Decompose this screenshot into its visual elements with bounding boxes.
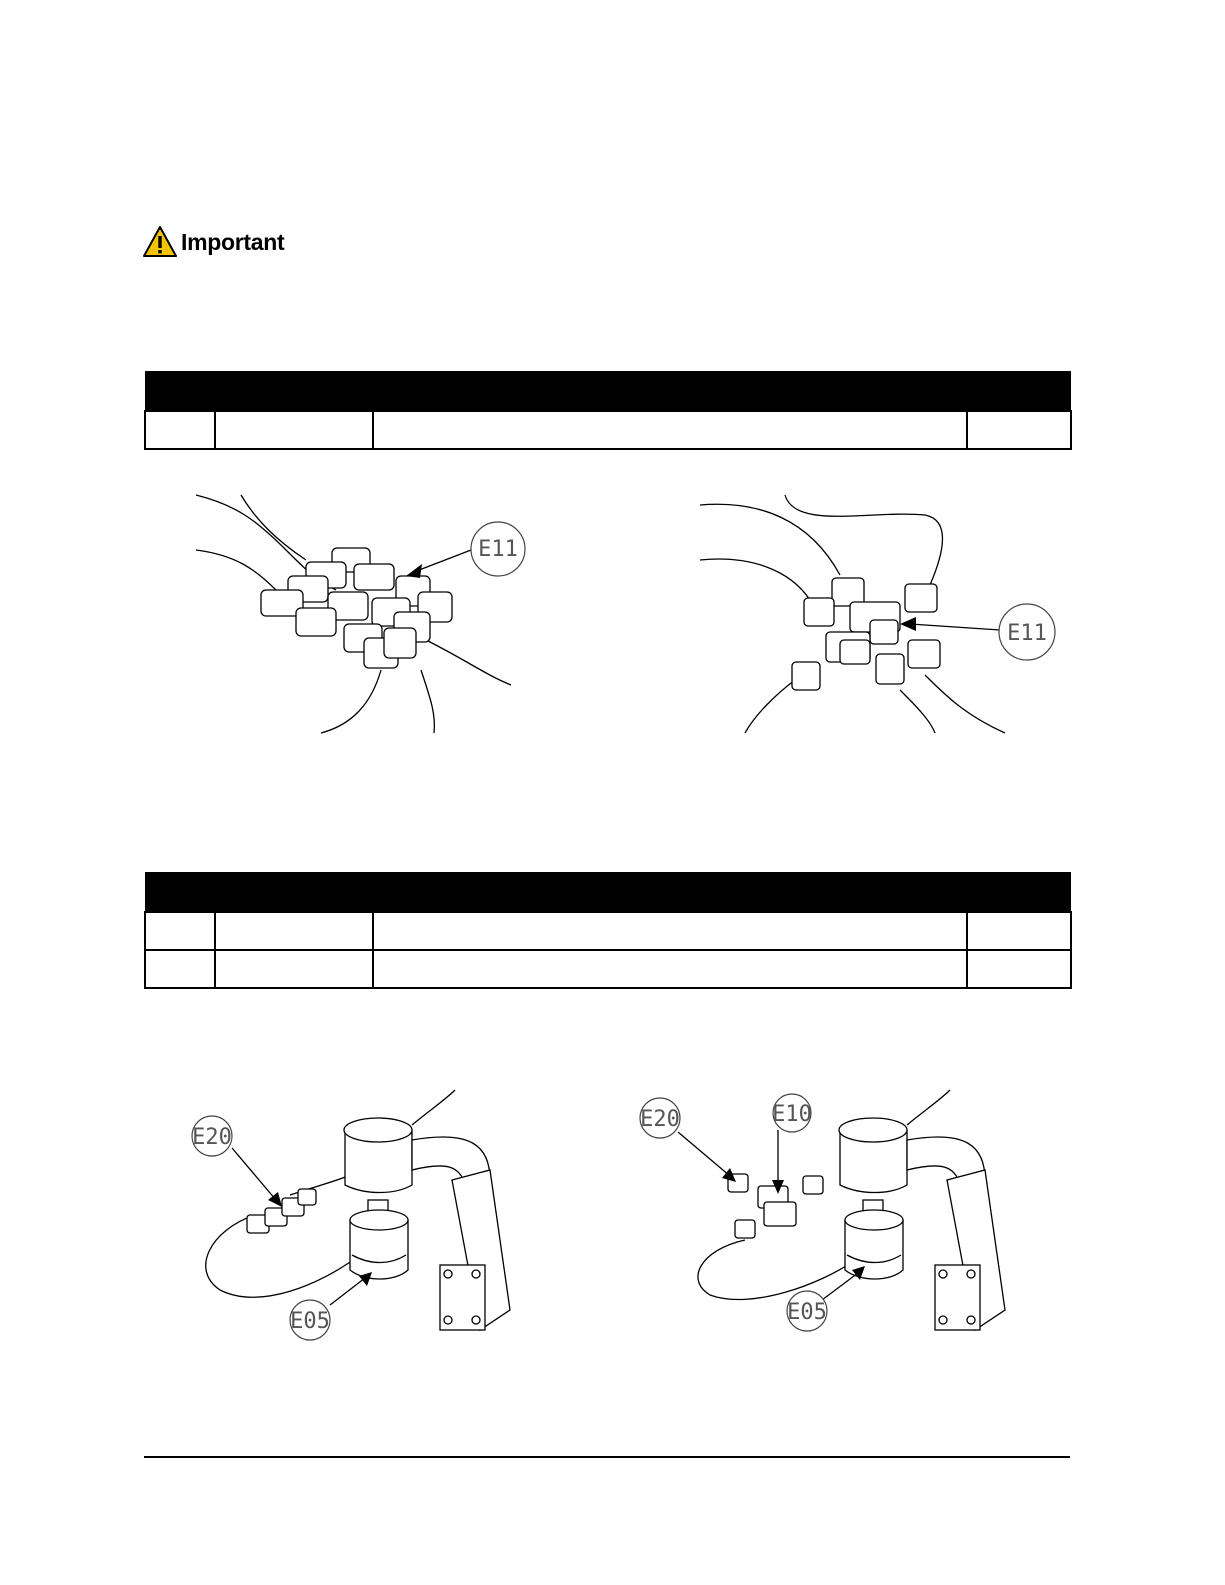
- table-cell: [373, 411, 967, 449]
- header-cell: [373, 371, 967, 411]
- important-notice: [143, 224, 284, 260]
- table-row: [145, 950, 1071, 988]
- footer-rule: [144, 1456, 1070, 1458]
- table-cell: [145, 950, 215, 988]
- header-cell: [967, 371, 1071, 411]
- callout-e10: E10: [772, 1102, 812, 1127]
- connector-exploded-figure: [700, 490, 1060, 735]
- callout-e11: E11: [478, 537, 518, 562]
- callout-e11: E11: [1007, 621, 1047, 646]
- header-cell: [215, 872, 373, 912]
- sensor-exploded-figure: [640, 1090, 1030, 1355]
- table-row: [145, 912, 1071, 950]
- callout-e05: E05: [787, 1300, 827, 1325]
- sensor-assembly-figure: [190, 1090, 530, 1355]
- table-cell: [373, 912, 967, 950]
- callout-e05: E05: [290, 1309, 330, 1334]
- header-cell: [145, 872, 215, 912]
- table-cell: [967, 912, 1071, 950]
- parts-table-1: [144, 371, 1072, 450]
- callout-e20: E20: [640, 1107, 680, 1132]
- table-cell: [215, 950, 373, 988]
- header-cell: [215, 371, 373, 411]
- warning-triangle-icon: [143, 225, 177, 259]
- parts-table-2: [144, 872, 1072, 989]
- table-cell: [967, 411, 1071, 449]
- table-cell: [215, 411, 373, 449]
- important-label: Important: [181, 228, 285, 255]
- table-header-row: [145, 872, 1071, 912]
- table-row: [145, 411, 1071, 449]
- header-cell: [145, 371, 215, 411]
- table-cell: [215, 912, 373, 950]
- header-cell: [967, 872, 1071, 912]
- table-cell: [145, 411, 215, 449]
- table-header-row: [145, 371, 1071, 411]
- callout-e20: E20: [192, 1125, 232, 1150]
- header-cell: [373, 872, 967, 912]
- table-cell: [145, 912, 215, 950]
- table-cell: [967, 950, 1071, 988]
- table-cell: [373, 950, 967, 988]
- connector-bundle-figure: [196, 490, 526, 735]
